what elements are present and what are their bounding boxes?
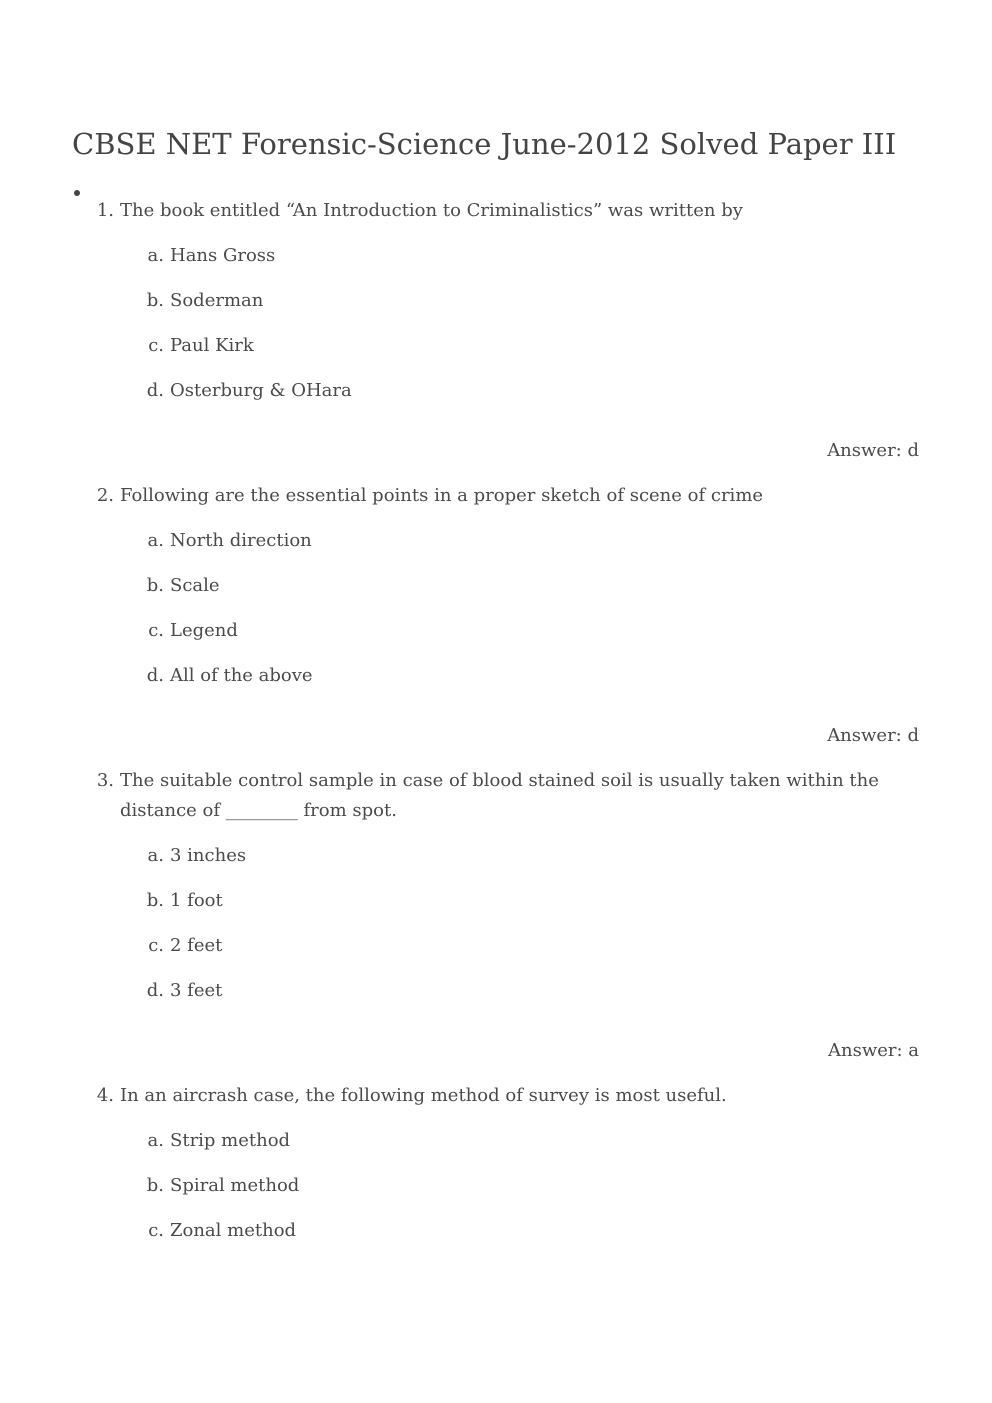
question-number: 2.	[96, 485, 114, 506]
option-letter: b.	[146, 575, 164, 596]
question-text: The suitable control sample in case of blood stained soil is usually taken within the	[120, 770, 879, 791]
option-letter: a.	[147, 530, 164, 551]
option-text: Legend	[170, 620, 238, 641]
option-text: Spiral method	[170, 1175, 300, 1196]
answer-text: Answer: d	[827, 440, 919, 461]
question-text: Following are the essential points in a proper sketch of scene of crime	[120, 485, 764, 506]
question-number: 1.	[96, 200, 114, 221]
option-letter: a.	[147, 1130, 164, 1151]
option-letter: b.	[146, 290, 164, 311]
option-letter: d.	[146, 980, 164, 1001]
option-letter: d.	[146, 380, 164, 401]
question-number: 4.	[96, 1085, 114, 1106]
option-text: 3 feet	[170, 980, 223, 1001]
option-letter: a.	[147, 845, 164, 866]
option-text: Osterburg & OHara	[170, 380, 352, 401]
option-letter: d.	[146, 665, 164, 686]
question-number: 3.	[96, 770, 114, 791]
answer-text: Answer: d	[827, 725, 919, 746]
answer-text: Answer: a	[827, 1040, 919, 1061]
option-text: Scale	[170, 575, 220, 596]
option-text: Hans Gross	[170, 245, 276, 266]
option-text: 2 feet	[170, 935, 223, 956]
option-letter: b.	[146, 1175, 164, 1196]
option-text: Zonal method	[170, 1220, 297, 1241]
option-letter: c.	[148, 335, 164, 356]
bullet-icon	[74, 190, 80, 196]
question-text: The book entitled “An Introduction to Criminalistics” was written by	[120, 200, 743, 221]
option-letter: a.	[147, 245, 164, 266]
option-text: Soderman	[170, 290, 264, 311]
option-letter: b.	[146, 890, 164, 911]
page-title: CBSE NET Forensic-Science June-2012 Solved Paper III	[72, 127, 897, 161]
option-letter: c.	[148, 620, 164, 641]
option-text: 1 foot	[170, 890, 223, 911]
option-letter: c.	[148, 1220, 164, 1241]
option-text: North direction	[170, 530, 312, 551]
option-text: 3 inches	[170, 845, 247, 866]
option-text: Paul Kirk	[170, 335, 254, 356]
option-text: Strip method	[170, 1130, 291, 1151]
question-text: distance of ________ from spot.	[120, 800, 397, 821]
question-text: In an aircrash case, the following method of survey is most useful.	[120, 1085, 727, 1106]
option-letter: c.	[148, 935, 164, 956]
option-text: All of the above	[170, 665, 313, 686]
